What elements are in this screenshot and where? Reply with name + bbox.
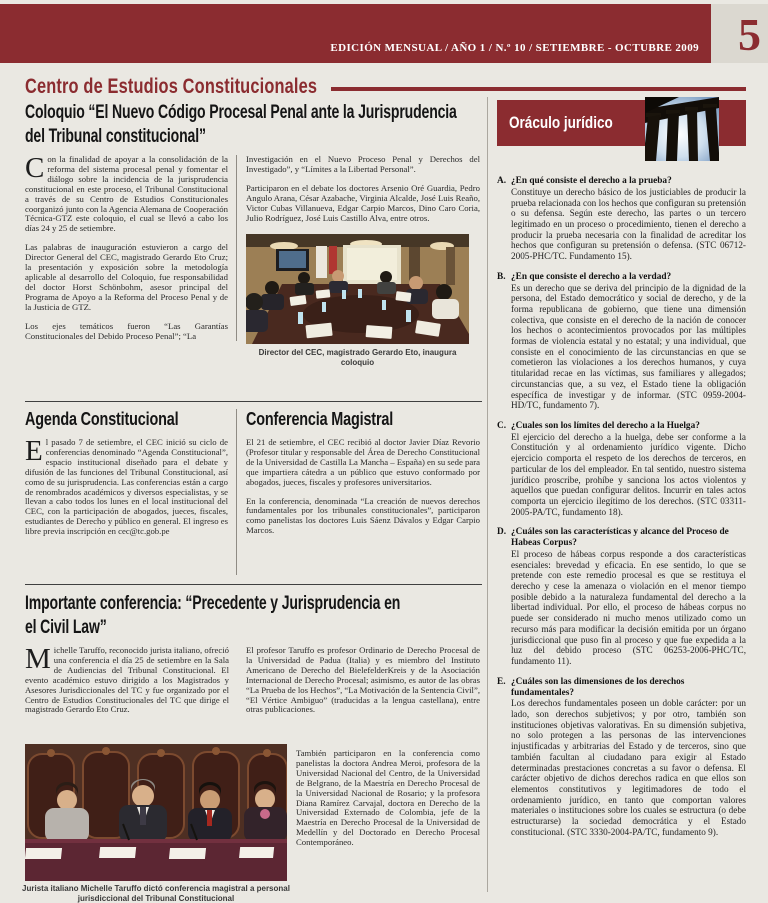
coloquio-column-left <box>25 152 237 341</box>
edition-line: EDICIÓN MENSUAL / AÑO 1 / N.º 10 / SETIEMBRE - OCTUBRE 2009 <box>330 42 699 54</box>
qa-question-e <box>497 677 746 699</box>
section-bar-title: Centro de Estudios Constitucionales <box>25 75 318 98</box>
coloquio-photo-caption: Director del CEC, magistrado Gerardo Eto, inaugura coloquio <box>258 348 457 367</box>
dropcap-c: C <box>25 152 45 184</box>
oraculo-header <box>497 97 746 161</box>
qa-letter-a: A. <box>497 176 507 186</box>
dropcap-e: E <box>25 435 43 467</box>
qa-letter-d: D. <box>497 527 507 538</box>
qa-question-text-e: ¿Cuáles son las dimensiones de los derechos fundamentales? <box>511 676 685 698</box>
taruffo-paragraph-1 <box>25 643 229 715</box>
qa-item-e <box>497 677 746 838</box>
taruffo-conference-photo <box>25 744 287 881</box>
qa-question-a <box>497 176 746 187</box>
magistral-paragraph-2: En la conferencia, denominada “La creación de nuevos derechos fundamentales por los tribunales constitucionales”, participaron como panelistas los doctores Luis Sáenz Dávalos y Edgar Carpio Marcos. <box>246 495 480 536</box>
qa-question-text-b: ¿En que consiste el derecho a la verdad? <box>511 271 672 282</box>
coloquio-headline <box>25 101 480 148</box>
section-bar-title-wrap <box>25 75 327 101</box>
taruffo-paragraph-3: También participaron en la conferencia como panelistas la doctora Andrea Meroi, profesora de la Universidad Nacional del Centro, de la Universidad de Belgrano, de la Maestría en Derecho Procesal de la Universidad Nacional de Rosario; y la profesora Diana Ramírez Carvajal, doctora en Derecho de la Universidad Externado de Colombia, jefe de la Maestría en Derecho Procesal de la Universidad de Medellín y del Doctorado en Derecho Procesal Contemporáneo. <box>296 748 480 848</box>
taruffo-columns <box>25 643 480 715</box>
dropcap-m: M <box>25 643 51 675</box>
main-sidebar-divider <box>487 97 488 892</box>
divider-rule-1 <box>25 401 482 402</box>
qa-answer-e: Los derechos fundamentales poseen un doble carácter: por un lado, son derechos subjetivos; y por otro, también son instituciones objetivas valorativas. En su dimensión subjetiva, no solo protegen a las personas de las intervenciones injustificadas y arbitrarias del Estado y de terceros, sino que también facultan al ciudadano para exigir al Estado determinadas prestaciones concretas a su favor o defensa. El carácter objetivo de dichos derechos radica en que ellos son elementos constitutivos y legitimadores de todo el ordenamiento jurídico, en tanto que comportan valores materiales o instituciones sobre los cuales se estructura (o debe estructurarse) la sociedad democrática y el Estado constitucional. (STC 3330-2004-PA/TC, fundamento 9). <box>511 698 746 837</box>
qa-letter-b: B. <box>497 271 506 282</box>
qa-letter-c: C. <box>497 420 507 431</box>
masthead-band <box>0 4 711 63</box>
qa-item-d <box>497 527 746 666</box>
taruffo-column-left <box>25 643 237 715</box>
coloquio-headline-line2: del Tribunal constitucional” <box>25 124 206 147</box>
qa-answer-a: Constituye un derecho básico de los justiciables de producir la prueba relacionada con los hechos que configuran su pretensión o su defensa. Según este derecho, las partes o un tercero legitimado en un proceso o procedimiento, tienen el derecho a producir la prueba necesaria con la finalidad de acreditar los hechos que configuran su pretensión o defensa. (STC 06712-2005-PHC/TC. Fundamento 15). <box>511 186 746 262</box>
oraculo-title: Oráculo jurídico <box>509 113 613 132</box>
coloquio-paragraph-1 <box>25 152 228 234</box>
qa-question-c <box>497 421 746 432</box>
qa-question-text-c: ¿Cuales son los límites del derecho a la Huelga? <box>511 420 700 431</box>
qa-question-text-d: ¿Cuáles son las características y alcance del Proceso de Habeas Corpus? <box>511 527 729 549</box>
divider-rule-2 <box>25 584 482 585</box>
qa-question-b <box>497 272 746 283</box>
coloquio-column-right <box>237 155 480 367</box>
page-number: 5 <box>711 4 768 63</box>
middle-columns <box>25 409 480 575</box>
agenda-column <box>25 409 237 575</box>
taruffo-paragraph-1-text: ichelle Taruffo, reconocido jurista italiano, ofreció una conferencia el día 25 de setiembre en la Sala de Audiencias del Tribunal Constitucional. El evento académico estuvo dirigido a los Magistrados y Asesores Jurisdiccionales del TC y fue organizado por el Centro de Estudios Constitucionales del TC que dirige el magistrado Gerardo Eto Cruz. <box>25 645 229 715</box>
coloquio-paragraph-5: Participaron en el debate los doctores Arsenio Oré Guardia, Pedro Angulo Arana, César Azabache, Virginia Alcalde, José Luis Reaño, Victor Cubas Villanueva, Edgar Carpio Marcos, Dino Caro Coria, Julio Rodríguez, José Luis Castillo Alva, entre otros. <box>246 182 480 223</box>
agenda-title: Agenda Constitucional <box>25 409 179 429</box>
coloquio-paragraph-1-text: on la finalidad de apoyar a la consolidación de la reforma del sistema procesal penal y fomentar el diálogo sobre la incidencia de la jurisprudencia constitucional en este proceso, el Tribunal Constitucional a través de su Centro de Estudios Constitucionales coorganizó junto con la Agencia Alemana de Cooperación Técnica-GTZ este coloquio, el cual se llevó a cabo los días 24 y 25 de setiembre. <box>25 154 228 234</box>
coloquio-meeting-photo <box>246 234 469 344</box>
columns-photo <box>645 97 719 161</box>
taruffo-headline-line1: Importante conferencia: “Precedente y Jurisprudencia en <box>25 592 401 614</box>
oraculo-qa-list <box>497 176 746 837</box>
section-bar-rule <box>331 87 746 91</box>
taruffo-headline-line2: el Civil Law” <box>25 615 107 638</box>
qa-item-c <box>497 421 746 517</box>
qa-question-d <box>497 527 746 549</box>
oraculo-title-box <box>497 100 645 146</box>
coloquio-paragraph-3: Los ejes temáticos fueron “Las Garantías Constitucionales del Debido Proceso Penal”; “La <box>25 320 228 341</box>
oraculo-title-box-tail <box>719 100 746 146</box>
qa-answer-b: Es un derecho que se deriva del principio de la dignidad de la persona, del Estado democrático y social de derecho, y de la forma republicana de gobierno, que tiene una dimensión colectiva, que consiste en el derecho de la nación de conocer los hechos o acontecimientos provocados por las múltiples formas de violencia estatal y no estatal; y una individual, que consiste en el conocimiento de las circunstancias en que se cometieron las violaciones a los derechos humanos, y cuya titularidad recae en las víctimas, sus familiares y allegados; circunstancias que, a su vez, el Estado tiene la obligación específica de investigar y de informar. (STC 0959-2004-HD/TC, fundamento 7). <box>511 282 746 411</box>
agenda-paragraph <box>25 435 228 537</box>
taruffo-column-right <box>237 646 480 715</box>
coloquio-headline-line1: Coloquio “El Nuevo Código Procesal Penal ante la Jurisprudencia <box>25 101 457 123</box>
taruffo-photo-caption: Jurista italiano Michelle Taruffo dictó conferencia magistral a personal jurisdiccional del Tribunal Constitucional <box>22 884 290 903</box>
magistral-title: Conferencia Magistral <box>246 409 394 429</box>
qa-question-text-a: ¿En qué consiste el derecho a la prueba? <box>511 176 672 186</box>
qa-answer-d: El proceso de hábeas corpus responde a dos características esenciales: brevedad y eficacia. En ese sentido, lo que se pretende con este remedio procesal es que se restituya el derecho y cese la amenaza o violación en el menor tiempo posible debido a la naturaleza fundamental del derecho a la libertad individual. Por ello, el proceso de hábeas corpus no puede ser considerado ni mucho menos utilizado como un recurso más para modificar la decisión emitida por un órgano jurisdiccional que puso fin al proceso y que fue expedida a la luz del debido proceso (STC 06253-2006-PHC/TC, fundamento 11). <box>511 548 746 666</box>
coloquio-paragraph-4: Investigación en el Nuevo Proceso Penal y Derechos del Investigado”, y “Límites a la Libertad Personal”. <box>246 154 480 174</box>
agenda-paragraph-text: l pasado 7 de setiembre, el CEC inició su ciclo de conferencias denominado “Agenda Constitucional”, espacio institucional diseñado para el debate y difusión de las funciones del Tribunal Constitucional, así como de su jurisprudencia. Las conferencias están a cargo de renombrados académicos y diversos especialistas, y se llevan a cabo todos los lunes en el local institucional del CEC, con la participación de abogados, jueces, fiscales, estudiantes de Derecho y público en general. El ingreso es libre previa inscripción en cec@tc.gob.pe <box>25 437 228 537</box>
taruffo-paragraph-2: El profesor Taruffo es profesor Ordinario de Derecho Procesal de la Universidad de Padua (Italia) y es miembro del Instituto Americano de Derecho del BielefelderKreis y de la Asociación Internacional de Derecho Procesal; asimismo, es autor de las obras “La Prueba de los Hechos”, “La Motivación de la Sentencia Civil”, “El Vértice Ambiguo” (traducidas a la lengua castellana), entre otras publicaciones. <box>246 645 480 715</box>
coloquio-paragraph-2: Las palabras de inauguración estuvieron a cargo del Director General del CEC, magistrado Gerardo Eto Cruz; la presentación y exposición sobre la metodología aplicable al desarrollo del Coloquio, fue responsabilidad del doctor Horst Schönbohm, asesor principal del Programa de Apoyo a la Reforma del Proceso Penal y de la Justicia de GTZ. <box>25 242 228 312</box>
qa-letter-e: E. <box>497 676 506 687</box>
magistral-paragraph-1: El 21 de setiembre, el CEC recibió al doctor Javier Díaz Revorio (Profesor titular y responsable del Área de Derecho Constitucional de la Universidad de Castilla La Mancha – España) en su sede para que impartiera cátedra a un público que estuvo conformado por abogados, jueces, fiscales y profesores universitarios. <box>246 437 480 487</box>
magistral-title-wrap <box>246 409 480 431</box>
qa-answer-c: El ejercicio del derecho a la huelga, debe ser conforme a la Constitución y al ordenamiento jurídico vigente. Dicho ejercicio comporta el respeto de los derechos de terceros, en particular de los del empleador. En tal sentido, nuestro sistema jurídico proscribe, prohíbe y sanciona los actos violentos y aquellos que puedan configurar delitos. Incurrir en tales actos comporta un ejercicio ilegítimo de los derechos. (STC 03311-2005-PA/TC, fundamento 18). <box>511 431 746 517</box>
agenda-title-wrap <box>25 409 228 431</box>
magistral-column <box>237 409 480 536</box>
coloquio-columns <box>25 152 480 367</box>
taruffo-headline <box>25 592 480 639</box>
qa-item-a <box>497 176 746 262</box>
qa-item-b <box>497 272 746 411</box>
